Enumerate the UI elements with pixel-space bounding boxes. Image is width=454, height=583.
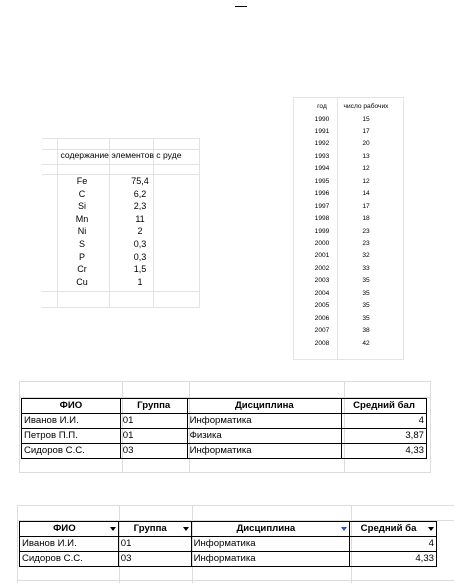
filtered-table-area [17, 505, 454, 583]
cell-discipline[interactable]: Информатика [191, 537, 349, 552]
ore-element-value: 2 [137, 226, 143, 237]
workers-year-cell: 1993 [314, 152, 330, 160]
workers-year-cell: 1994 [314, 165, 330, 173]
workers-year-cell: 2001 [314, 252, 330, 260]
workers-count-cell: 13 [362, 152, 370, 160]
students-header-row [22, 399, 427, 414]
ore-element-value: 0,3 [133, 251, 147, 262]
ore-element-symbol: Ni [77, 226, 87, 237]
workers-year-cell: 2005 [314, 302, 330, 310]
ore-element-symbol: Mn [75, 213, 89, 224]
workers-count-cell: 14 [362, 190, 370, 198]
filtered-header-row [20, 522, 437, 537]
ore-element-symbol: Si [77, 201, 86, 212]
table-row [22, 414, 427, 429]
workers-year-cell: 1999 [314, 227, 330, 235]
workers-count-cell: 23 [362, 227, 370, 235]
header-average[interactable]: Средний бал [342, 399, 427, 414]
header-discipline [191, 522, 349, 537]
cell-group[interactable]: 01 [118, 537, 191, 552]
workers-header-count: число рабочих [343, 103, 389, 110]
workers-year-cell: 2007 [314, 327, 330, 335]
table-row [22, 444, 427, 459]
workers-count-cell: 42 [362, 339, 370, 347]
workers-count-cell: 32 [362, 252, 370, 260]
cell-average[interactable]: 4,33 [342, 444, 427, 459]
workers-count-cell: 17 [362, 202, 370, 210]
header-discipline[interactable]: Дисциплина [187, 399, 341, 414]
top-mark [235, 6, 247, 7]
cell-group[interactable]: 03 [118, 552, 191, 567]
cell-average[interactable]: 3,87 [342, 429, 427, 444]
active-filter-dropdown-icon[interactable] [341, 527, 347, 531]
header-group-label: Группа [133, 523, 167, 534]
cell-fio[interactable]: Сидоров С.С. [20, 552, 119, 567]
workers-count-cell: 33 [362, 264, 370, 272]
ore-element-symbol: C [78, 188, 86, 199]
workers-year-cell: 1997 [314, 202, 330, 210]
filtered-table [19, 521, 437, 567]
ore-element-value: 0,3 [133, 239, 147, 249]
cell-average[interactable]: 4,33 [350, 552, 437, 567]
workers-year-cell: 2008 [314, 339, 330, 347]
workers-by-year-table [293, 97, 404, 360]
cell-group[interactable]: 01 [120, 429, 187, 444]
workers-header-year: год [317, 103, 327, 110]
header-group[interactable]: Группа [120, 399, 187, 414]
table-row [20, 537, 437, 552]
workers-count-cell: 35 [362, 277, 370, 285]
workers-count-cell: 17 [362, 127, 370, 135]
workers-year-cell: 2006 [314, 314, 330, 322]
workers-year-cell: 1990 [314, 115, 330, 123]
workers-year-cell: 2000 [314, 240, 330, 247]
workers-count-cell: 20 [362, 140, 370, 148]
header-average [350, 522, 437, 537]
ore-element-value: 75,4 [131, 176, 149, 186]
ore-element-symbol: Cu [76, 276, 88, 287]
ore-element-value: 1,5 [133, 264, 147, 275]
workers-year-cell: 1991 [314, 127, 330, 135]
ore-element-value: 11 [135, 213, 145, 224]
workers-year-cell: 2002 [314, 264, 330, 272]
workers-year-cell: 2004 [314, 289, 330, 297]
table-row [22, 429, 427, 444]
workers-count-cell: 35 [362, 314, 370, 322]
workers-count-cell: 35 [362, 302, 370, 310]
ore-composition-table [42, 138, 200, 308]
ore-element-symbol: P [78, 251, 85, 262]
ore-element-value: 1 [137, 276, 143, 287]
workers-count-cell: 15 [362, 115, 370, 123]
workers-count-cell: 18 [362, 215, 370, 223]
cell-discipline[interactable]: Физика [187, 429, 341, 444]
header-fio-label: ФИО [53, 523, 76, 534]
cell-average[interactable]: 4 [342, 414, 427, 429]
ore-element-value: 6,2 [133, 188, 147, 199]
cell-discipline[interactable]: Информатика [187, 414, 341, 429]
header-group [118, 522, 191, 537]
ore-element-symbol: S [78, 239, 85, 249]
students-table-area [19, 381, 431, 473]
ore-element-symbol: Cr [77, 264, 87, 275]
cell-discipline[interactable]: Информатика [191, 552, 349, 567]
ore-element-symbol: Fe [76, 176, 88, 186]
cell-fio[interactable]: Сидоров С.С. [22, 444, 121, 459]
workers-year-cell: 1996 [314, 190, 330, 198]
workers-year-cell: 1995 [314, 177, 330, 185]
header-discipline-label: Дисциплина [236, 523, 296, 534]
header-average-label: Средний ба [360, 523, 417, 534]
header-fio [20, 522, 119, 537]
workers-count-cell: 35 [362, 289, 370, 297]
cell-group[interactable]: 01 [120, 414, 187, 429]
workers-count-cell: 38 [362, 327, 370, 335]
table-row [20, 552, 437, 567]
cell-fio[interactable]: Иванов И.И. [22, 414, 121, 429]
filter-dropdown-icon[interactable] [183, 527, 189, 531]
workers-count-cell: 12 [362, 165, 370, 173]
cell-fio[interactable]: Иванов И.И. [20, 537, 119, 552]
ore-table-caption: содержание элементов с руде [60, 150, 182, 160]
workers-year-cell: 1998 [314, 215, 330, 223]
cell-average[interactable]: 4 [350, 537, 437, 552]
workers-count-cell: 12 [362, 177, 370, 185]
header-fio[interactable]: ФИО [22, 399, 121, 414]
workers-count-cell: 23 [362, 240, 370, 247]
cell-discipline[interactable]: Информатика [187, 444, 341, 459]
workers-year-cell: 2003 [314, 277, 330, 285]
ore-element-value: 2,3 [133, 201, 147, 212]
workers-year-cell: 1992 [314, 140, 330, 148]
filter-dropdown-icon[interactable] [428, 527, 434, 531]
cell-group[interactable]: 03 [120, 444, 187, 459]
students-table [21, 398, 427, 459]
filter-dropdown-icon[interactable] [110, 527, 116, 531]
cell-fio[interactable]: Петров П.П. [22, 429, 121, 444]
